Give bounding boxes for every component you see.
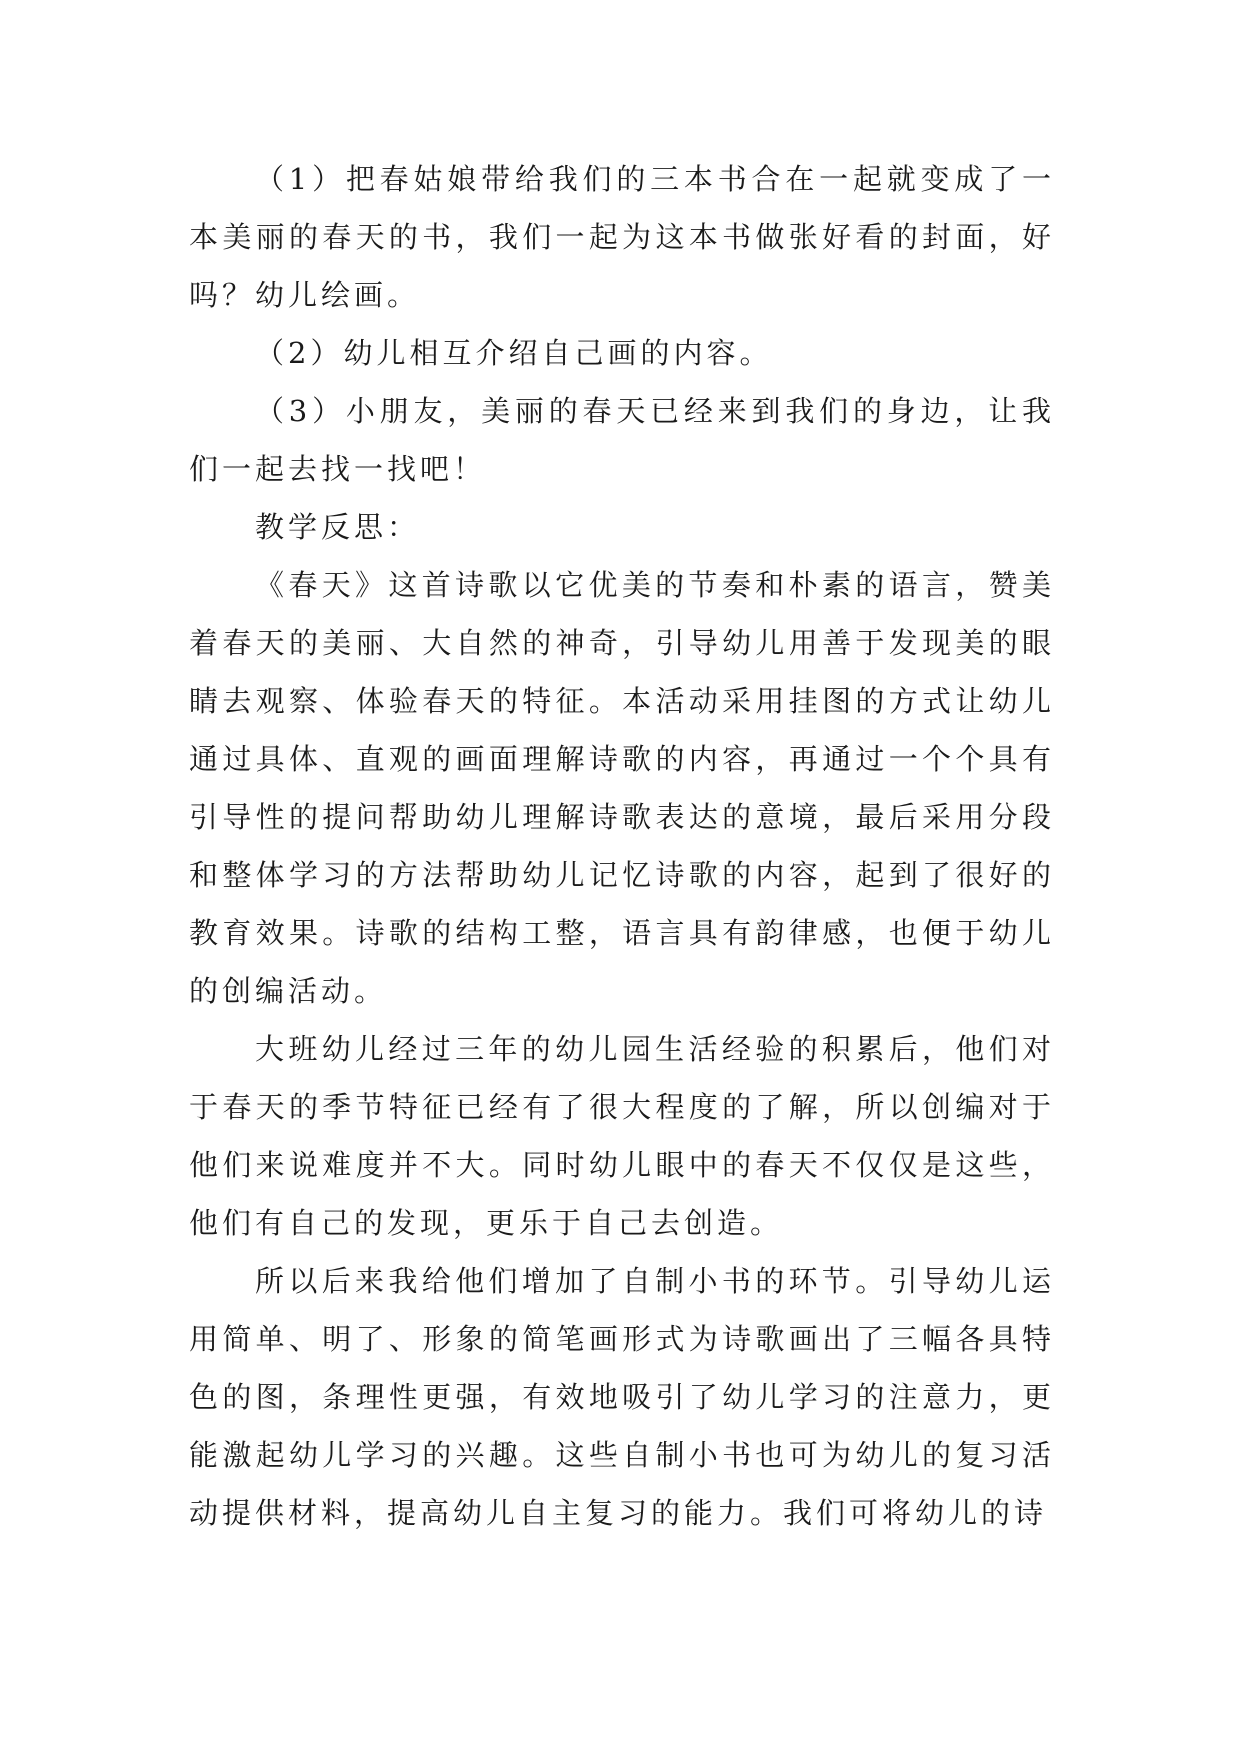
document-body [189, 150, 1055, 1542]
paragraph-step-2: （2）幼儿相互介绍自己画的内容。 [255, 336, 773, 370]
paragraph-reflection-3: 所以后来我给他们增加了自制小书的环节。引导幼儿运用简单、明了、形象的简笔画形式为诗歌画出了三幅各具特色的图，条理性更强，有效地吸引了幼儿学习的注意力，更能激起幼儿学习的兴趣。这些自制小书也可为幼儿的复习活动提供材料，提高幼儿自主复习的能力。我们可将幼儿的诗 [189, 1264, 1055, 1530]
paragraph-reflection-1: 《春天》这首诗歌以它优美的节奏和朴素的语言，赞美着春天的美丽、大自然的神奇，引导幼儿用善于发现美的眼睛去观察、体验春天的特征。本活动采用挂图的方式让幼儿通过具体、直观的画面理解诗歌的内容，再通过一个个具有引导性的提问帮助幼儿理解诗歌表达的意境，最后采用分段和整体学习的方法帮助幼儿记忆诗歌的内容，起到了很好的教育效果。诗歌的结构工整，语言具有韵律感，也便于幼儿的创编活动。 [189, 568, 1055, 1008]
paragraph-step-3: （3）小朋友，美丽的春天已经来到我们的身边，让我们一起去找一找吧！ [189, 394, 1055, 486]
paragraph-step-1: （1）把春姑娘带给我们的三本书合在一起就变成了一本美丽的春天的书，我们一起为这本书做张好看的封面，好吗？幼儿绘画。 [189, 162, 1055, 312]
section-heading-reflection: 教学反思： [255, 510, 421, 544]
paragraph-reflection-2: 大班幼儿经过三年的幼儿园生活经验的积累后，他们对于春天的季节特征已经有了很大程度的了解，所以创编对于他们来说难度并不大。同时幼儿眼中的春天不仅仅是这些，他们有自己的发现，更乐于自己去创造。 [189, 1032, 1055, 1240]
